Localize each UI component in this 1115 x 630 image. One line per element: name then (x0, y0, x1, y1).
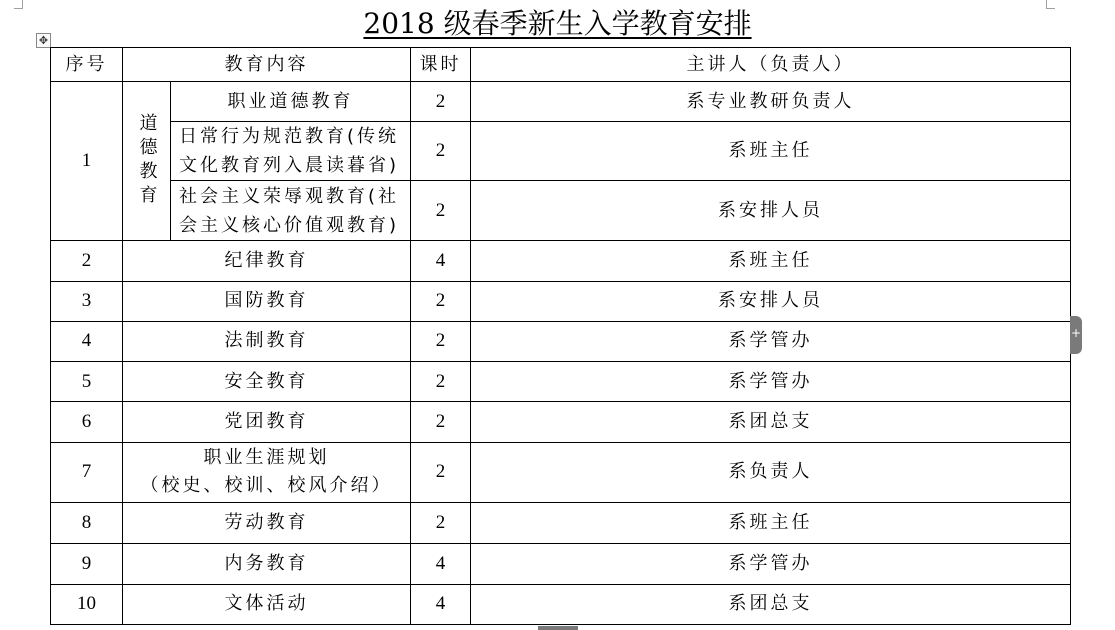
row-content-note: （校史、校训、校风介绍） (140, 475, 393, 497)
table-row (51, 181, 1071, 240)
row-lecturer: 系团总支 (471, 584, 1071, 624)
row-hours: 2 (411, 443, 471, 502)
table-header-row (51, 48, 1071, 82)
table-row (51, 321, 1071, 361)
row-seq: 9 (51, 543, 123, 584)
row-content: 安全教育 (123, 362, 411, 402)
row-hours: 4 (411, 584, 471, 624)
row-content: 国防教育 (123, 281, 411, 321)
row-content: 职业生涯规划 (203, 447, 330, 469)
row-seq: 10 (51, 584, 123, 624)
row-content: 法制教育 (123, 321, 411, 361)
row-content: 文体活动 (123, 584, 411, 624)
row-hours: 2 (411, 502, 471, 543)
row-hours: 4 (411, 543, 471, 584)
row-hours: 2 (411, 321, 471, 361)
row-seq: 5 (51, 362, 123, 402)
row-lecturer: 系安排人员 (471, 281, 1071, 321)
row-hours: 2 (411, 122, 471, 181)
table-row (51, 402, 1071, 443)
row-seq: 6 (51, 402, 123, 443)
row-lecturer: 系班主任 (471, 502, 1071, 543)
table-move-handle-icon[interactable]: ✥ (36, 33, 51, 48)
row-lecturer: 系班主任 (471, 240, 1071, 281)
table-row (51, 584, 1071, 624)
row-lecturer: 系专业教研负责人 (471, 82, 1071, 122)
row-content: 日常行为规范教育(传统文化教育列入晨读暮省) (171, 122, 411, 181)
row-content: 社会主义荣辱观教育(社会主义核心价值观教育) (171, 181, 411, 240)
table-row (51, 443, 1071, 502)
table-row (51, 543, 1071, 584)
row-content: 劳动教育 (123, 502, 411, 543)
header-hours: 课时 (411, 48, 471, 82)
group-label: 道德教育 (123, 82, 171, 241)
add-row-icon[interactable] (538, 626, 578, 630)
row-seq: 7 (51, 443, 123, 502)
document-title: 2018 级春季新生入学教育安排 (363, 7, 752, 40)
row-lecturer: 系学管办 (471, 362, 1071, 402)
table-row (51, 240, 1071, 281)
row-lecturer: 系安排人员 (471, 181, 1071, 240)
row-seq: 1 (51, 82, 123, 241)
row-seq: 3 (51, 281, 123, 321)
row-seq: 2 (51, 240, 123, 281)
table-row (51, 362, 1071, 402)
row-hours: 2 (411, 362, 471, 402)
row-hours: 2 (411, 82, 471, 122)
row-hours: 4 (411, 240, 471, 281)
table-row (51, 82, 1071, 122)
row-hours: 2 (411, 181, 471, 240)
row-lecturer: 系负责人 (471, 443, 1071, 502)
row-lecturer: 系学管办 (471, 321, 1071, 361)
row-content-multiline (123, 443, 411, 502)
schedule-table (50, 47, 1071, 625)
table-row (51, 281, 1071, 321)
row-seq: 8 (51, 502, 123, 543)
row-hours: 2 (411, 402, 471, 443)
table-row (51, 502, 1071, 543)
table-row (51, 122, 1071, 181)
header-content: 教育内容 (123, 48, 411, 82)
header-seq: 序号 (51, 48, 123, 82)
row-content: 内务教育 (123, 543, 411, 584)
row-lecturer: 系团总支 (471, 402, 1071, 443)
row-seq: 4 (51, 321, 123, 361)
add-column-icon[interactable] (1070, 316, 1082, 354)
row-content: 党团教育 (123, 402, 411, 443)
row-hours: 2 (411, 281, 471, 321)
row-content: 纪律教育 (123, 240, 411, 281)
row-lecturer: 系学管办 (471, 543, 1071, 584)
header-lecturer: 主讲人（负责人） (471, 48, 1071, 82)
row-lecturer: 系班主任 (471, 122, 1071, 181)
row-content: 职业道德教育 (171, 82, 411, 122)
